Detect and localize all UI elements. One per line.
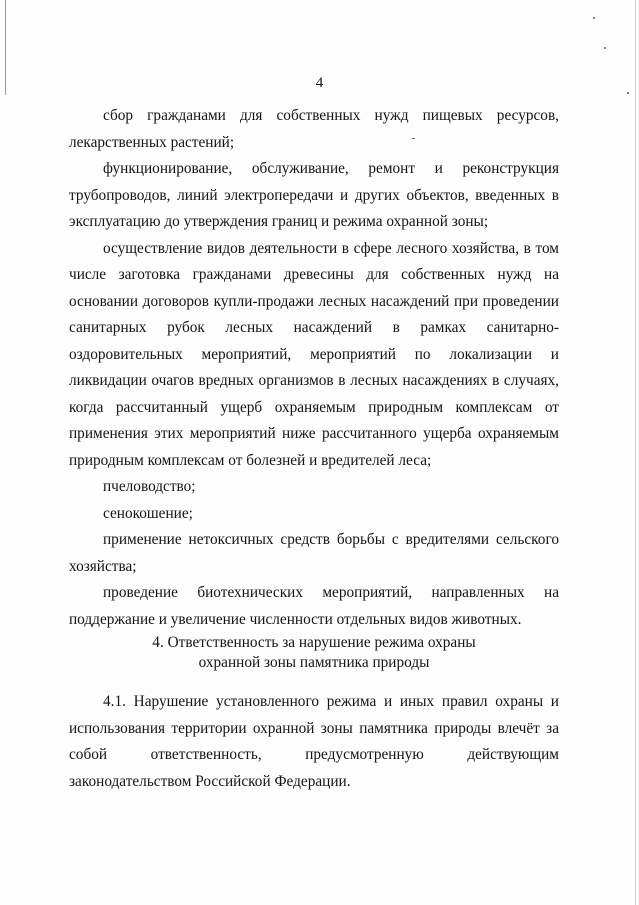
paragraph-food-resources: сбор гражданами для собственных нужд пищевых ресурсов, лекарственных растений; bbox=[69, 107, 559, 151]
body-text-bottom bbox=[69, 689, 559, 795]
scan-speck bbox=[593, 17, 595, 19]
paragraph-haymaking: сенокошение; bbox=[103, 504, 193, 522]
scan-speck bbox=[604, 47, 606, 49]
paragraph-pest-control: применение нетоксичных средств борьбы с вредителями сельского хозяйства; bbox=[69, 531, 559, 575]
paragraph-infrastructure: функционирование, обслуживание, ремонт и реконструкция трубопроводов, линий электропередачи и других объектов, введенных в эксплуатацию до утверждения границ и режима охранной зоны; bbox=[69, 160, 559, 230]
paragraph-biotechnical: проведение биотехнических мероприятий, направленных на поддержание и увеличение численности отдельных видов животных. bbox=[69, 584, 559, 628]
section-heading-line-2: охранной зоны памятника природы bbox=[198, 654, 430, 671]
paragraph-forestry: осуществление видов деятельности в сфере лесного хозяйства, в том числе заготовка гражданами древесины для собственных нужд на основании договоров купли-продажи лесных насаждений при проведении санитарных рубок лесных насаждений в рамках санитарно-оздоровительных мероприятий, мероприятий по локализации и ликвидации очагов вредных организмов в лесных насаждениях в случаях, когда рассчитанный ущерб охраняемым природным комплексам от применения этих мероприятий ниже рассчитанного ущерба охраняемым природным комплексам от болезней и вредителей леса; bbox=[69, 239, 559, 469]
scan-speck bbox=[627, 92, 629, 94]
section-heading-line-1: 4. Ответственность за нарушение режима охраны bbox=[152, 634, 476, 651]
body-text-top bbox=[69, 103, 559, 633]
paragraph-liability: 4.1. Нарушение установленного режима и иных правил охраны и использования территории охранной зоны памятника природы влечёт за собой ответственность, предусмотренную действующим законодательством Российской Федерации. bbox=[69, 693, 559, 790]
scan-edge-mark bbox=[635, 0, 636, 905]
page-number: 4 bbox=[315, 75, 324, 91]
section-heading bbox=[69, 633, 559, 673]
paragraph-beekeeping: пчеловодство; bbox=[103, 478, 196, 495]
